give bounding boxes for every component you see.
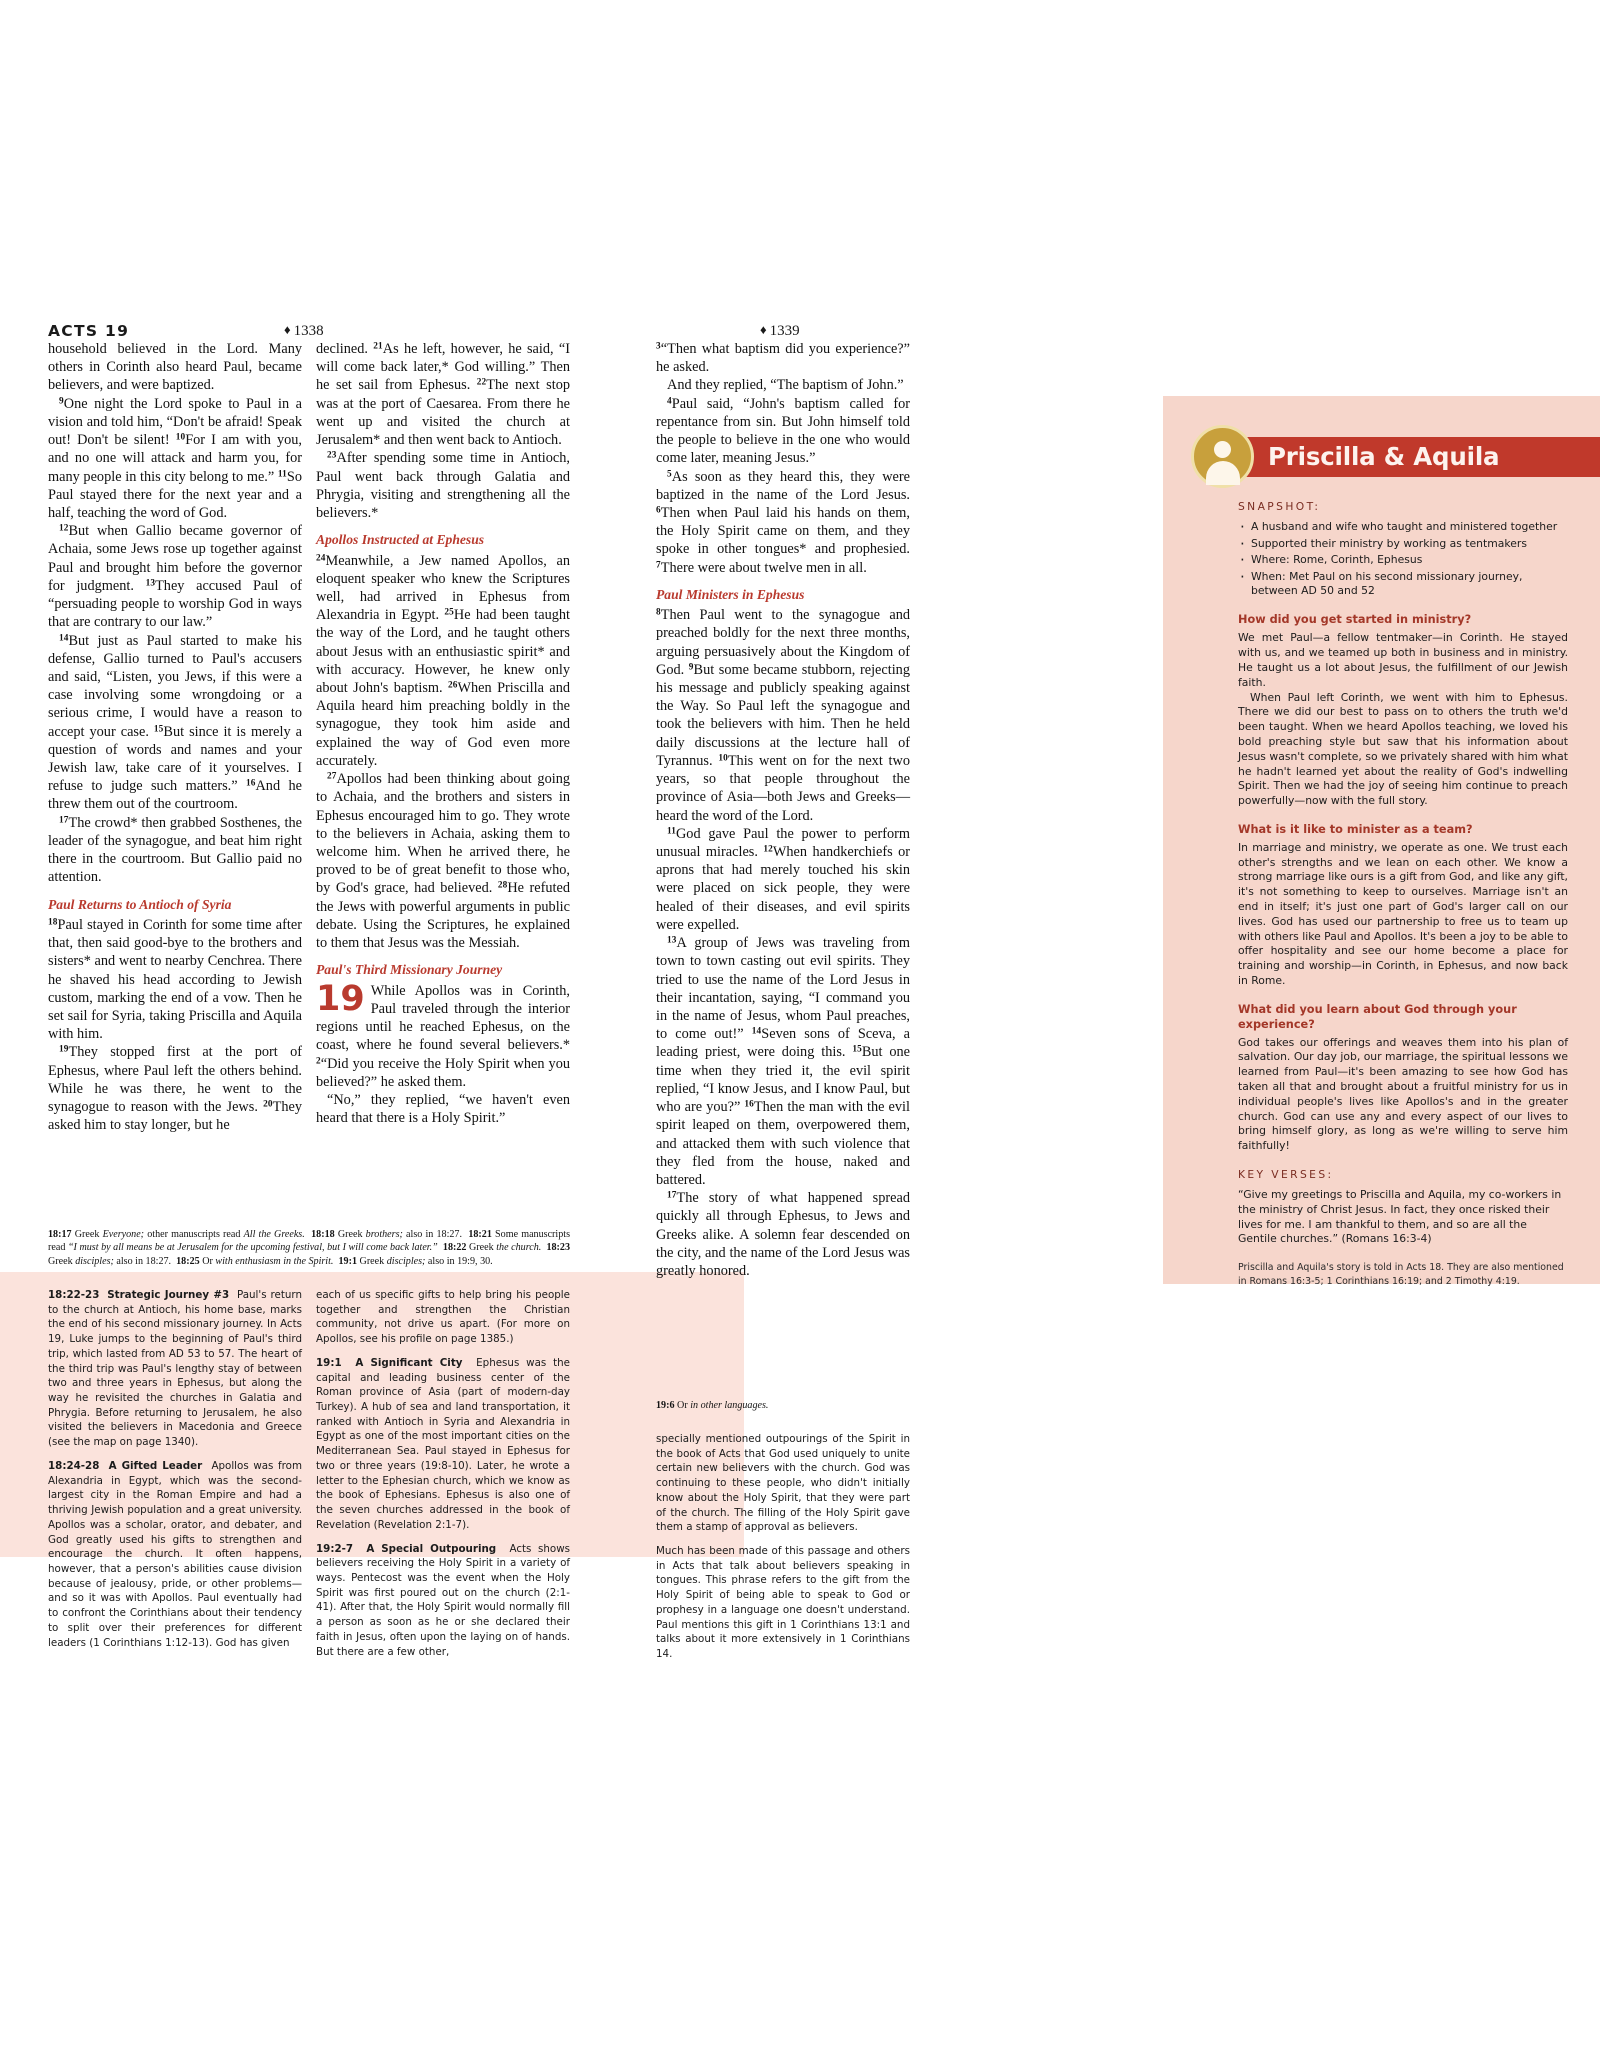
folio-ornament-icon: ♦ (284, 322, 291, 337)
study-note (656, 1544, 910, 1662)
sidebar-footer-note: Priscilla and Aquila's story is told in Acts 18. They are also mentioned in Romans 16:3-5; 1 Corinthians 16:19; and 2 Timothy 4:19. (1238, 1262, 1564, 1287)
study-note (656, 1432, 910, 1535)
study-note-ref: 18:22-23 (48, 1289, 100, 1301)
running-head: ACTS 19 (48, 322, 130, 340)
sidebar-question: What is it like to minister as a team? (1238, 822, 1473, 836)
verse-paragraph: $^{27}$Apollos had been thinking about going to Achaia, and the brothers and sisters in Ephesus encouraged him to go. They wrote to the believers in Achaia, asking them to welcome him. When he arrived there, he proved to be of great benefit to those who, by God's grace, had believed. $^{28}$He refuted the Jews with powerful arguments in public debate. Using the Scriptures, he explained to them that Jesus was the Messiah. (316, 771, 571, 952)
sidebar-answer: God takes our offerings and weaves them into his plan of salvation. Our day job, our marriage, the spiritual lessons we learned from Paul—it's been amazing to see how God has taken all that and brought about a fruitful ministry for us in individual people's lives like Apollos's and in the greater church. God can use any and every aspect of our lives to bring himself glory, as long as we're willing to serve him faithfully! (1238, 1035, 1568, 1153)
sidebar-title: Priscilla & Aquila (1268, 442, 1500, 471)
scripture-column-1 (48, 340, 302, 1135)
verse-paragraph: And they replied, “The baptism of John.” (667, 377, 904, 394)
avatar-body-shape (1206, 461, 1240, 485)
footnote-ref: 18:25 (176, 1255, 200, 1267)
verse-paragraph: $^4$Paul said, “John's baptism called for repentance from sin. But John himself told the people to believe in the one who would come later, meaning Jesus.” (656, 395, 910, 467)
study-note-body: Apollos was from Alexandria in Egypt, which was the second-largest city in the Roman Empire and had a thriving Jewish population and a great university. Apollos was a scholar, orator, and debater, and God greatly used his gifts to strengthen and encourage the church. It often happens, however, that a person's abilities cause division because of jealousy, pride, or other problems—and so it was with Apollos. Paul eventually had to confront the Corinthians about their tendency to split over their preferences for different leaders (1 Corinthians 1:12-13). God has given (48, 1459, 303, 1649)
study-note-title: A Gifted Leader (108, 1459, 203, 1472)
verse-paragraph: $^8$Then Paul went to the synagogue and preached boldly for the next three months, arguing persuasively about the Kingdom of God. $^9$But some became stubborn, rejecting his message and publicly speaking against the Way. So Paul left the synagogue and took the believers with him. Then he held daily discussions at the lecture hall of Tyrannus. $^{10}$This went on for the next two years, so that people throughout the province of Asia—both Jews and Greeks—heard the word of the Lord. (656, 607, 910, 824)
study-note-title: Strategic Journey #3 (107, 1289, 230, 1301)
folio-right-number: 1339 (769, 323, 800, 339)
snapshot-label: SNAPSHOT: (1238, 500, 1321, 513)
snapshot-item: · Where: Rome, Corinth, Ephesus (1251, 553, 1568, 567)
footnote-ref: 18:18 (311, 1229, 335, 1240)
footnotes-left: 18:17 Greek Everyone; other manuscripts read All the Greeks. 18:18 Greek brothers; also in 18:27. 18:21 Some manuscripts read “I must by all means be at Jerusalem for the upcoming festival, but I will come back later.” 18:22 Greek the church. 18:23 Greek disciples; also in 18:27. 18:25 Or with enthusiasm in the Spirit. 19:1 Greek disciples; also in 19:9, 30. (48, 1229, 570, 1267)
sidebar-answer: When Paul left Corinth, we went with him to Ephesus. There we did our best to pass on to others the truth we'd been taught. When we heard Apollos teaching, we loved his bold preaching style but saw that his information about Jesus wasn't complete, so we privately shared with him what he hadn't learned yet about the reality of God's indwelling Spirit. Then we had the joy of seeing him continue to preach powerfully—now with the full story. (1238, 690, 1568, 808)
study-note (316, 1356, 570, 1533)
footnote-ref: 19:6 (656, 1400, 675, 1411)
verse-paragraph: $^{18}$Paul stayed in Corinth for some time after that, then said good-bye to the brothers and sisters* and went to nearby Cenchrea. There he shaved his head according to Jewish custom, marking the end of a vow. Then he set sail for Syria, taking Priscilla and Aquila with him. (48, 916, 302, 1043)
verse-paragraph: $^{24}$Meanwhile, a Jew named Apollos, an eloquent speaker who knew the Scriptures well, had arrived in Ephesus from Alexandria in Egypt. $^{25}$He had been taught the way of the Lord, and he taught others about Jesus with an enthusiastic spirit* and with accuracy. However, he knew only about John's baptism. $^{26}$When Priscilla and Aquila heard him preaching boldly in the synagogue, they took him aside and explained the way of God even more accurately. (316, 552, 570, 769)
person-avatar-icon (1191, 425, 1254, 488)
verse-paragraph: 19 While Apollos was in Corinth, Paul traveled through the interior regions until he reached Ephesus, on the coast, where he found several believers.* $^2$“Did you receive the Holy Spirit when you believed?” he asked them. (316, 978, 570, 1090)
footnote-ref: 18:21 (468, 1229, 492, 1240)
footnote-ref: 18:23 (546, 1242, 570, 1254)
footnotes-right: 19:6 Or in other languages. (656, 1400, 769, 1411)
study-note (316, 1288, 570, 1347)
section-heading: Paul Ministers in Ephesus (656, 586, 805, 602)
snapshot-item: · A husband and wife who taught and ministered together (1251, 520, 1568, 534)
snapshot-item: · When: Met Paul on his second missionary journey, between AD 50 and 52 (1251, 570, 1568, 599)
verse-paragraph: $^{17}$The crowd* then grabbed Sosthenes, the leader of the synagogue, and beat him right there in the courtroom. But Gallio paid no attention. (48, 814, 302, 886)
verse-paragraph: declined. $^{21}$As he left, however, he said, “I will come back later,* God willing.” Then he set sail from Ephesus. $^{22}$The next stop was at the port of Caesarea. From there he went up and visited the church at Jerusalem* and then went back to Antioch. (316, 341, 570, 449)
sidebar-answer: In marriage and ministry, we operate as one. We trust each other's strengths and we lean on each other. We know a strong marriage like ours is a gift from God, and like any gift, it's not something to keep to ourselves. Marriage isn't an end in itself; it's just one part of God's larger call on our lives. God has used our partnership to free us to team up with others like Paul and Apollos. It's been a joy to be able to offer hospitality and see our home become a place for training and worship—in Corinth, in Ephesus, and now back in Rome. (1238, 840, 1568, 987)
verse-paragraph: $^{19}$They stopped first at the port of Ephesus, where Paul left the others behind. While he was there, he went to the synagogue to reason with the Jews. $^{20}$They asked him to stay longer, but he (48, 1044, 302, 1134)
folio-left (284, 323, 324, 340)
footnote-ref: 18:22 (442, 1242, 467, 1254)
study-note-ref: 19:2-7 (316, 1542, 354, 1555)
scripture-column-2 (316, 340, 570, 1127)
verse-paragraph: $^3$“Then what baptism did you experience?” he asked. (656, 341, 910, 376)
study-note-body: Paul's return to the church at Antioch, his home base, marks the end of his second missionary journey. In Acts 19, Luke jumps to the beginning of Paul's third trip, which lasted from AD 53 to 57. The heart of the third trip was Paul's lengthy stay of between two and three years in Ephesus, but along the way he revisited the churches in Galatia and Phrygia. Before returning to Jerusalem, he also visited the believers in Macedonia and Greece (see the map on page 1340). (48, 1289, 302, 1449)
study-note (48, 1459, 302, 1650)
folio-right (760, 323, 800, 340)
study-notes-column-1 (48, 1288, 302, 1650)
folio-left-number: 1338 (293, 323, 324, 339)
study-note-title: A Significant City (355, 1356, 463, 1369)
study-note-title: A Special Outpouring (366, 1542, 497, 1555)
study-note-ref: 19:1 (316, 1356, 342, 1369)
sidebar-qa-list (1238, 612, 1568, 1154)
snapshot-list (1238, 520, 1568, 598)
section-heading: Paul's Third Missionary Journey (316, 962, 503, 978)
study-note-body: specially mentioned outpourings of the Spirit in the book of Acts that God used uniquely to unite certain new believers with the church. God was continuing to these people, who didn't initially know about the Holy Spirit, that they were part of the church. The filling of the Holy Spirit gave them a stamp of approval as believers. (656, 1433, 910, 1534)
verse-paragraph: $^{14}$But just as Paul started to make his defense, Gallio turned to Paul's accusers and said, “Listen, you Jews, if this were a case involving some wrongdoing or a serious crime, I would have a reason to accept your case. $^{15}$But since it is merely a question of words and names and your Jewish law, take care of it yourselves. I refuse to judge such matters.” $^{16}$And he threw them out of the courtroom. (48, 632, 302, 813)
verse-paragraph: $^9$One night the Lord spoke to Paul in a vision and told him, “Don't be afraid! Speak out! Don't be silent! $^{10}$For I am with you, and no one will attack and harm you, for many people in this city belong to me.” $^{11}$So Paul stayed there for the next year and a half, teaching the word of God. (48, 395, 302, 521)
study-note-body: each of us specific gifts to help bring his people together and strengthen the Christian community, not drive us apart. (For more on Apollos, see his profile on page 1385.) (316, 1289, 570, 1346)
section-heading: Paul Returns to Antioch of Syria (48, 896, 232, 912)
footnote-ref: 19:1 (338, 1255, 357, 1267)
verse-paragraph: $^{17}$The story of what happened spread quickly all through Ephesus, to Jews and Greeks alike. A solemn fear descended on the city, and the name of the Lord Jesus was greatly honored. (656, 1190, 910, 1280)
study-note-body: Much has been made of this passage and others in Acts that talk about believers speaking in tongues. This phrase refers to the gift from the Holy Spirit of being able to speak to God or prophesy in a language one doesn't understand. Paul mentions this gift in 1 Corinthians 13:1 and talks about it more extensively in 1 Corinthians 14. (656, 1545, 910, 1661)
verse-paragraph: “No,” they replied, “we haven't even heard that there is a Holy Spirit.” (316, 1091, 570, 1127)
study-notes-column-2 (316, 1288, 570, 1659)
sidebar-question: What did you learn about God through your experience? (1238, 1002, 1517, 1031)
verse-paragraph: $^5$As soon as they heard this, they were baptized in the name of the Lord Jesus. $^6$Then when Paul laid his hands on them, the Holy Spirit came on them, and they spoke in other tongues* and prophesied. $^7$There were about twelve men in all. (656, 468, 910, 576)
sidebar-question: How did you get started in ministry? (1238, 613, 1472, 627)
verse-paragraph: $^{12}$But when Gallio became governor of Achaia, some Jews rose up together against Paul and brought him before the governor for judgment. $^{13}$They accused Paul of “persuading people to worship God in ways that are contrary to our law.” (48, 523, 302, 631)
snapshot-item: · Supported their ministry by working as tentmakers (1251, 537, 1568, 551)
verse-paragraph: $^{11}$God gave Paul the power to perform unusual miracles. $^{12}$When handkerchiefs or aprons that had merely touched his skin were placed on sick people, they were healed of their diseases, and evil spirits were expelled. (656, 825, 910, 933)
study-note-ref: 18:24-28 (48, 1459, 100, 1472)
study-note (316, 1542, 570, 1660)
avatar-head-shape (1214, 441, 1231, 458)
verse-paragraph: $^{13}$A group of Jews was traveling from town to town casting out evil spirits. They tried to use the name of the Lord Jesus in their incantation, saying, “I command you in the name of Jesus, whom Paul preaches, to come out!” $^{14}$Seven sons of Sceva, a leading priest, were doing this. $^{15}$But one time when they tried it, the evil spirit replied, “I know Jesus, and I know Paul, but who are you?” $^{16}$Then the man with the evil spirit leaped on them, overpowered them, and attacked them with such violence that they fled from the house, naked and battered. (656, 935, 910, 1188)
folio-ornament-icon-2: ♦ (760, 322, 767, 337)
footnote-ref: 18:17 (48, 1229, 72, 1240)
verse-paragraph: household believed in the Lord. Many others in Corinth also heard Paul, became believers, and were baptized. (48, 341, 302, 394)
section-heading: Apollos Instructed at Ephesus (316, 532, 485, 548)
study-notes-column-3 (656, 1432, 910, 1662)
study-note-body: Acts shows believers receiving the Holy Spirit in a variety of ways. Pentecost was the event when the Holy Spirit was first poured out on the church (2:1-41). After that, the Holy Spirit would normally fill a person as soon as he or she declared their faith in Jesus, often upon the laying on of hands. But there are a few other, (316, 1542, 571, 1658)
study-note-body: Ephesus was the capital and leading business center of the Roman province of Asia (part of modern-day Turkey). A hub of sea and land transportation, it ranked with Antioch in Syria and Alexandria in Egypt as one of the most important cities on the Mediterranean Sea. Paul stayed in Ephesus for two or three years (19:8-10). Later, he wrote a letter to the Ephesian church, which we know as the book of Ephesians. Ephesus is also one of the seven churches addressed in the book of Revelation (Revelation 2:1-7). (316, 1356, 571, 1531)
sidebar-content (1238, 497, 1568, 1288)
key-verses-label: KEY VERSES: (1238, 1167, 1334, 1181)
scripture-column-3 (656, 340, 910, 1280)
study-note (48, 1288, 302, 1450)
verse-paragraph: $^{23}$After spending some time in Antioch, Paul went back through Galatia and Phrygia, visiting and strengthening all the believers.* (316, 450, 570, 521)
sidebar-answer: We met Paul—a fellow tentmaker—in Corinth. He stayed with us, and we teamed up both in business and in ministry. He taught us a lot about Jesus, the fulfillment of our Jewish faith. (1238, 631, 1568, 689)
chapter-dropcap: 19 (316, 978, 365, 1019)
key-verses-text: “Give my greetings to Priscilla and Aquila, my co-workers in the ministry of Christ Jesus. In fact, they once risked their lives for me. I am thankful to them, and so are all the Gentile churches.” (Romans 16:3-4) (1238, 1188, 1562, 1246)
